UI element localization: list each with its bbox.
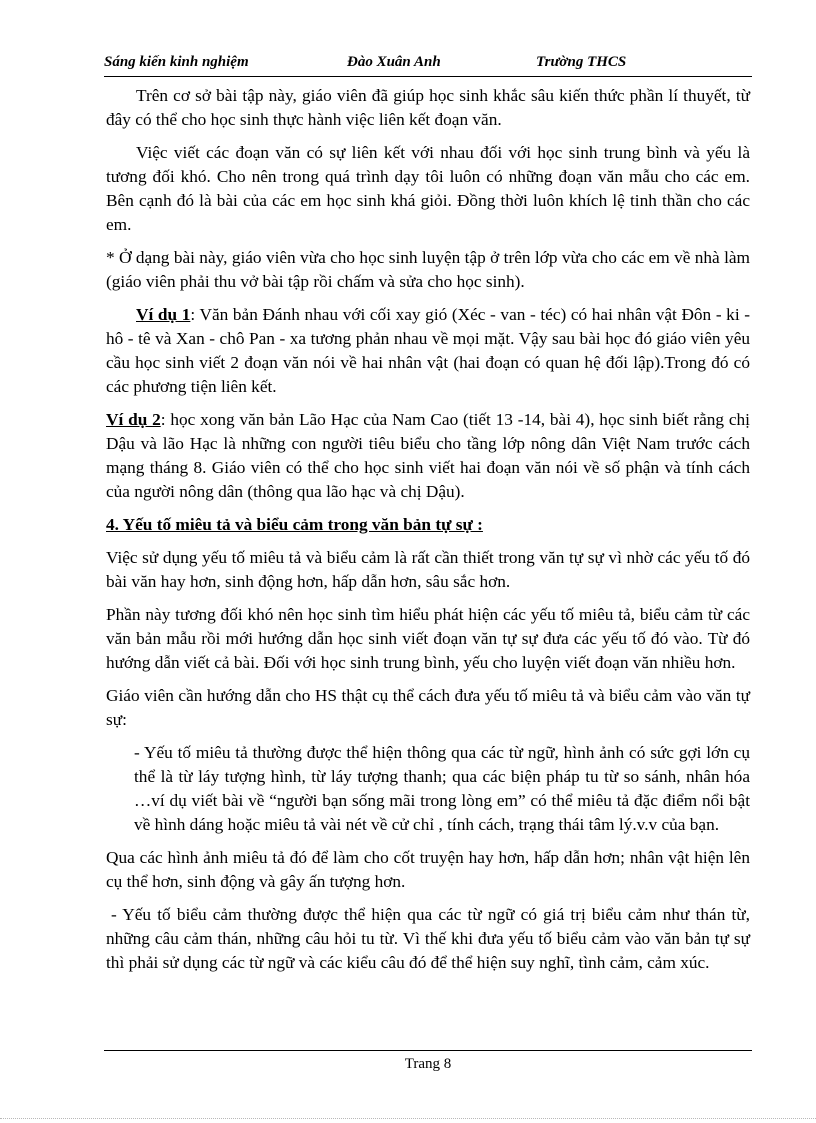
page-body [106,84,750,984]
paragraph-2: Việc viết các đoạn văn có sự liên kết với nhau đối với học sinh trung bình và yếu là tương đối khó. Cho nên trong quá trình dạy tôi luôn có những đoạn văn mẫu cho các em. Bên cạnh đó là bài của các em học sinh khá giỏi. Đồng thời luôn khích lệ tinh thần cho các em. [106,143,750,234]
example-2-text: : học xong văn bản Lão Hạc của Nam Cao (tiết 13 -14, bài 4), học sinh biết rằng chị Dậu và lão Hạc là những con người tiêu biểu cho tầng lớp nông dân Việt Nam trước cách mạng tháng 8. Giáo viên có thể cho học sinh viết hai đoạn văn nói về số phận và tính cách của người nông dân (thông qua lão hạc và chị Dậu). [106,410,750,501]
paragraph-9: - Yếu tố biểu cảm thường được thể hiện qua các từ ngữ có giá trị biểu cảm như thán từ, những câu cảm thán, những câu hỏi tu từ. Vì thế khi đưa yếu tố biểu cảm vào văn bản tự sự thì phải sử dụng các từ ngữ và các kiểu câu đó để thể hiện suy nghĩ, tình cảm, cảm xúc. [106,905,750,972]
header-author: Đào Xuân Anh [347,54,441,70]
paragraph-3: * Ở dạng bài này, giáo viên vừa cho học sinh luyện tập ở trên lớp vừa cho các em về nhà làm (giáo viên phải thu vở bài tập rồi chấm và sửa cho học sinh). [106,248,750,291]
header-title: Sáng kiến kinh nghiệm [104,54,249,70]
page-header [104,50,752,77]
page-break-line [0,1118,816,1119]
footer-divider [104,1050,752,1051]
paragraph-4: Việc sử dụng yếu tố miêu tả và biểu cảm là rất cần thiết trong văn tự sự vì nhờ các yếu tố đó bài văn hay hơn, sinh động hơn, hấp dẫn hơn, sâu sắc hơn. [106,548,750,591]
paragraph-7: - Yếu tố miêu tả thường được thể hiện thông qua các từ ngữ, hình ảnh có sức gợi lớn cụ thể là từ láy tượng hình, từ láy tượng thanh; qua các biện pháp tu từ so sánh, nhân hóa …ví dụ viết bài về “người bạn sống mãi trong lòng em” có thể miêu tả đặc điểm nổi bật về hình dáng hoặc miêu tả vài nét về cử chỉ , tính cách, trạng thái tâm lý.v.v của bạn. [134,743,750,834]
section-heading: 4. Yếu tố miêu tả và biểu cảm trong văn bản tự sự : [106,515,483,534]
example-1-text: : Văn bản Đánh nhau với cối xay gió (Xéc - van - téc) có hai nhân vật Đôn - ki - hô - tê và Xan - chô Pan - xa tương phản nhau về mọi mặt. Vậy sau bài học đó giáo viên yêu cầu học sinh viết 2 đoạn văn nói về hai nhân vật (hai đoạn có quan hệ đối lập).Trong đó có các phương tiện liên kết. [106,305,750,396]
page-number: Trang 8 [404,1056,452,1072]
example-2-label: Ví dụ 2 [106,410,161,429]
paragraph-1: Trên cơ sở bài tập này, giáo viên đã giúp học sinh khắc sâu kiến thức phần lí thuyết, từ đây có thể cho học sinh thực hành việc liên kết đoạn văn. [106,86,750,129]
example-2 [106,408,750,504]
paragraph-8: Qua các hình ảnh miêu tả đó để làm cho cốt truyện hay hơn, hấp dẫn hơn; nhân vật hiện lên cụ thể hơn, sinh động và gây ấn tượng hơn. [106,848,750,891]
example-1-label: Ví dụ 1 [136,305,191,324]
example-1 [106,303,750,399]
paragraph-6: Giáo viên cần hướng dẫn cho HS thật cụ thể cách đưa yếu tố miêu tả và biểu cảm vào văn tự sự: [106,686,750,729]
header-school: Trường THCS [536,54,627,70]
paragraph-5: Phần này tương đối khó nên học sinh tìm hiểu phát hiện các yếu tố miêu tả, biểu cảm từ các văn bản mẫu rồi mới hướng dẫn học sinh viết đoạn văn tự sự đưa các yếu tố đó vào. Từ đó hướng dẫn viết cả bài. Đối với học sinh trung bình, yếu cho luyện viết đoạn văn nhiều hơn. [106,605,750,672]
